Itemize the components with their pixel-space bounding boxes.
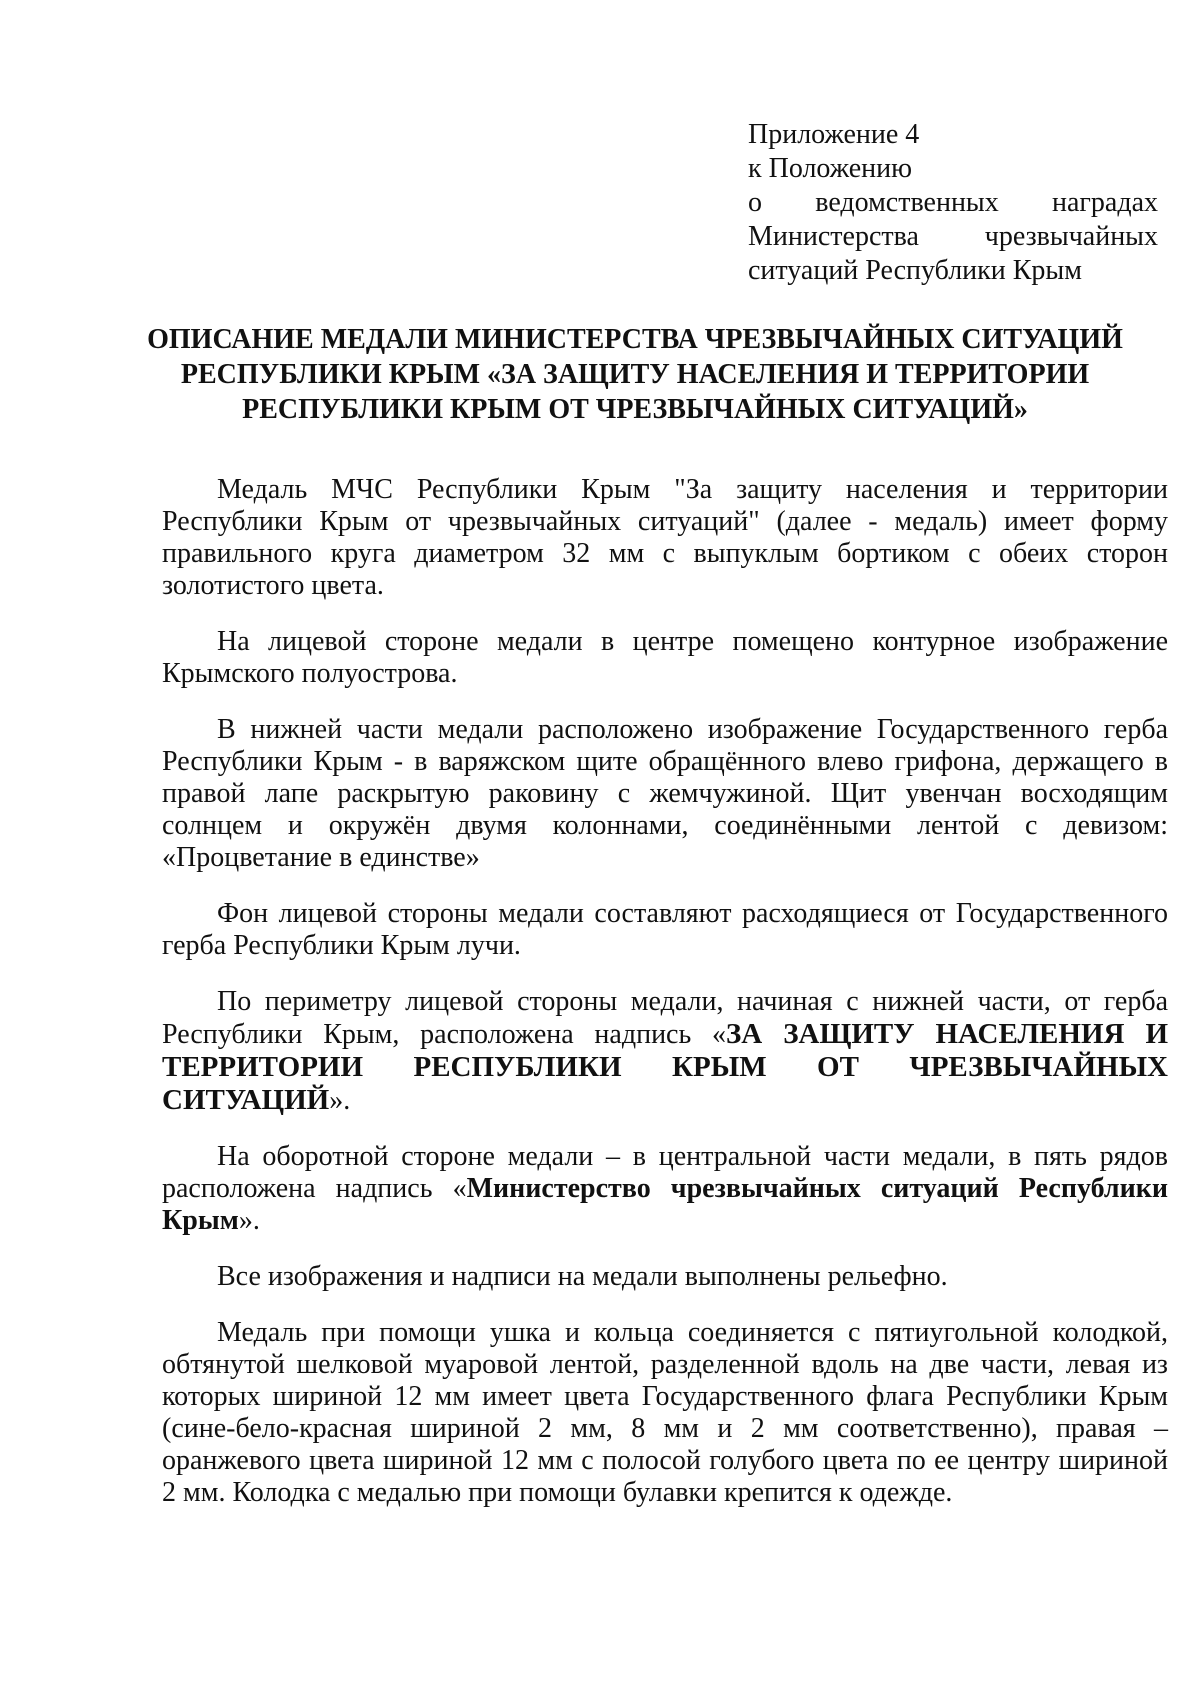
appendix-line-4: Министерства чрезвычайных: [748, 221, 1158, 252]
paragraph-1: Медаль МЧС Республики Крым "За защиту населения и территории Республики Крым от чрезвычайных ситуаций" (далее - медаль) имеет форму правильного круга диаметром 32 мм с выпуклым бортиком с обеих сторон золотистого цвета.: [162, 474, 1168, 601]
title-line-1: ОПИСАНИЕ МЕДАЛИ МИНИСТЕРСТВА ЧРЕЗВЫЧАЙНЫХ СИТУАЦИЙ: [147, 324, 1123, 355]
appendix-line-1: Приложение 4: [748, 119, 920, 150]
paragraph-5-start: По периметру лицевой стороны медали, начиная с нижней части, от герба Республики Крым, расположена надпись «: [162, 986, 1168, 1050]
paragraph-6-start: На оборотной стороне медали – в центральной части медали, в пять рядов расположена надпись «: [162, 1141, 1168, 1204]
document-title: [100, 322, 1170, 427]
paragraph-5-bold: ЗА ЗАЩИТУ НАСЕЛЕНИЯ И ТЕРРИТОРИИ РЕСПУБЛИКИ КРЫМ ОТ ЧРЕЗВЫЧАЙНЫХ СИТУАЦИЙ: [162, 1018, 1168, 1116]
paragraph-6: [162, 1141, 1168, 1237]
paragraph-2: На лицевой стороне медали в центре помещено контурное изображение Крымского полуострова.: [162, 626, 1168, 689]
title-line-2: РЕСПУБЛИКИ КРЫМ «ЗА ЗАЩИТУ НАСЕЛЕНИЯ И ТЕРРИТОРИИ: [180, 359, 1090, 390]
appendix-line-3: о ведомственных наградах: [748, 187, 1158, 218]
appendix-line-5: ситуаций Республики Крым: [748, 255, 1082, 286]
paragraph-4: Фон лицевой стороны медали составляют расходящиеся от Государственного герба Республики Крым лучи.: [162, 898, 1168, 961]
paragraph-6-end: ».: [238, 1205, 260, 1236]
paragraph-5: [162, 986, 1168, 1117]
paragraph-5-end: ».: [329, 1085, 351, 1116]
paragraph-7: Все изображения и надписи на медали выполнены рельефно.: [217, 1261, 948, 1292]
paragraph-8: Медаль при помощи ушка и кольца соединяется с пятиугольной колодкой, обтянутой шелковой муаровой лентой, разделенной вдоль на две части, левая из которых шириной 12 мм имеет цвета Государственного флага Республики Крым (сине-бело-красная шириной 2 мм, 8 мм и 2 мм соответственно), правая – оранжевого цвета шириной 12 мм с полосой голубого цвета по ее центру шириной 2 мм. Колодка с медалью при помощи булавки крепится к одежде.: [162, 1317, 1168, 1508]
appendix-header: [748, 118, 1158, 288]
appendix-line-2: к Положению: [748, 153, 913, 184]
paragraph-6-bold: Министерство чрезвычайных ситуаций Республики Крым: [162, 1173, 1168, 1236]
paragraph-3: В нижней части медали расположено изображение Государственного герба Республики Крым - в варяжском щите обращённого влево грифона, держащего в правой лапе раскрытую раковину с жемчужиной. Щит увенчан восходящим солнцем и окружён двумя колоннами, соединёнными лентой с девизом: «Процветание в единстве»: [162, 714, 1168, 873]
title-line-3: РЕСПУБЛИКИ КРЫМ ОТ ЧРЕЗВЫЧАЙНЫХ СИТУАЦИЙ»: [242, 394, 1028, 425]
document-body: [162, 474, 1168, 1533]
